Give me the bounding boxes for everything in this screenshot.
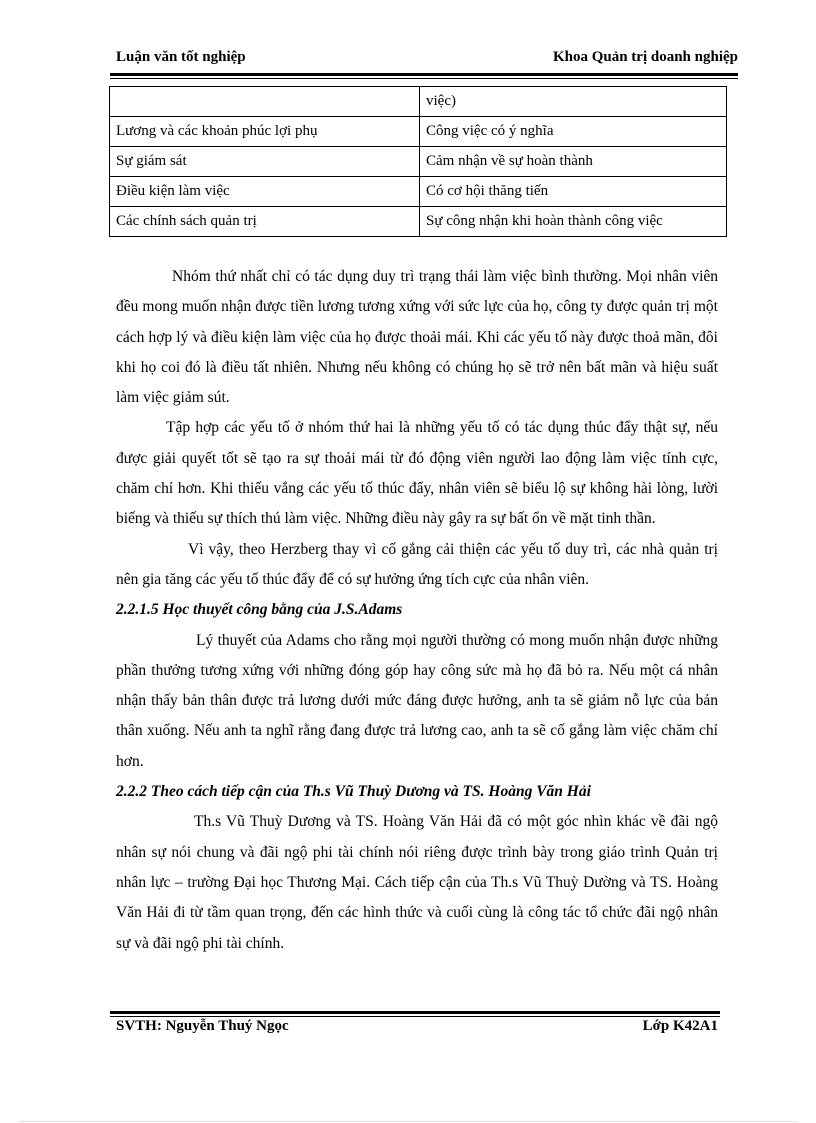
footer-rule-thin: [110, 1016, 720, 1017]
body-text: [116, 262, 718, 959]
table-row: [110, 117, 727, 147]
paragraph-maintenance-factors: Nhóm thứ nhất chỉ có tác dụng duy trì trạng thái làm việc bình thường. Mọi nhân viên đều mong muốn nhận được tiền lương tương xứng với sức lực của họ, công ty được quản trị một cách hợp lý và điều kiện làm việc của họ được thoải mái. Khi các yếu tố này được thoả mãn, đôi khi họ coi đó là điều tất nhiên. Nhưng nếu không có chúng họ sẽ trở nên bất mãn và hiệu suất làm việc giảm sút.: [116, 268, 718, 407]
header-rule-thin: [110, 78, 738, 79]
table-cell: Cảm nhận về sự hoàn thành: [420, 147, 727, 177]
header-rule: [110, 73, 738, 76]
footer-rule: [110, 1011, 720, 1014]
table-cell: Công việc có ý nghĩa: [420, 117, 727, 147]
paragraph-approach: Th.s Vũ Thuỳ Dương và TS. Hoàng Văn Hải đã có một góc nhìn khác về đãi ngộ nhân sự nói chung và đãi ngộ phi tài chính nói riêng được trình bày trong giáo trình Quản trị nhân lực – trường Đại học Thương Mại. Cách tiếp cận của Th.s Vũ Thuỳ Dường và TS. Hoàng Văn Hải đi từ tầm quan trọng, đến các hình thức và cuối cùng là công tác tổ chức đãi ngộ nhân sự và đãi ngộ phi tài chính.: [116, 813, 718, 952]
paragraph-herzberg-conclusion: Vì vậy, theo Herzberg thay vì cố gắng cải thiện các yếu tố duy trì, các nhà quản trị nên gia tăng các yếu tố thúc đẩy để có sự hưởng ứng tích cực của nhân viên.: [116, 540, 718, 588]
table-cell: Sự công nhận khi hoàn thành công việc: [420, 207, 727, 237]
page-edge-divider: [20, 1121, 796, 1122]
table-row: [110, 87, 727, 117]
herzberg-factors-table: [109, 86, 727, 237]
table-row: [110, 147, 727, 177]
header-thesis-label: Luận văn tốt nghiệp: [116, 49, 246, 65]
table-cell: Điều kiện làm việc: [110, 177, 420, 207]
table-cell: Các chính sách quản trị: [110, 207, 420, 237]
header-faculty-label: Khoa Quản trị doanh nghiệp: [552, 49, 738, 65]
section-heading-adams: 2.2.1.5 Học thuyết công bằng của J.S.Adams: [116, 601, 403, 619]
table-cell: [110, 87, 420, 117]
page-footer: [116, 1018, 718, 1038]
table-cell: Sự giám sát: [110, 147, 420, 177]
section-heading-approach: 2.2.2 Theo cách tiếp cận của Th.s Vũ Thuỳ Dương và TS. Hoàng Văn Hải: [116, 783, 591, 801]
footer-class-label: Lớp K42A1: [642, 1018, 718, 1034]
footer-student-label: SVTH: Nguyễn Thuý Ngọc: [116, 1018, 289, 1034]
table-row: [110, 177, 727, 207]
page-header: [116, 49, 738, 69]
table-cell: việc): [420, 87, 727, 117]
paragraph-motivation-factors: Tập hợp các yếu tố ở nhóm thứ hai là những yếu tố có tác dụng thúc đẩy thật sự, nếu được giải quyết tốt sẽ tạo ra sự thoải mái từ đó động viên người lao động làm việc tính cực, chăm chỉ hơn. Khi thiếu vắng các yếu tố thúc đẩy, nhân viên sẽ biểu lộ sự không hài lòng, lười biếng và thiếu sự thích thú làm việc. Những điều này gây ra sự bất ổn về mặt tinh thần.: [116, 419, 718, 528]
table-row: [110, 207, 727, 237]
table-cell: Có cơ hội thăng tiến: [420, 177, 727, 207]
paragraph-adams-theory: Lý thuyết của Adams cho rằng mọi người thường có mong muốn nhận được những phần thưởng tương xứng với những đóng góp hay công sức mà họ đã bỏ ra. Nếu một cá nhân nhận thấy bản thân được trả lương dưới mức đáng được hưởng, anh ta sẽ giảm nỗ lực của bản thân xuống. Nếu anh ta nghĩ rằng đang được trả lương cao, anh ta sẽ cố gắng làm việc chăm chỉ hơn.: [116, 631, 718, 770]
table-cell: Lương và các khoản phúc lợi phụ: [110, 117, 420, 147]
